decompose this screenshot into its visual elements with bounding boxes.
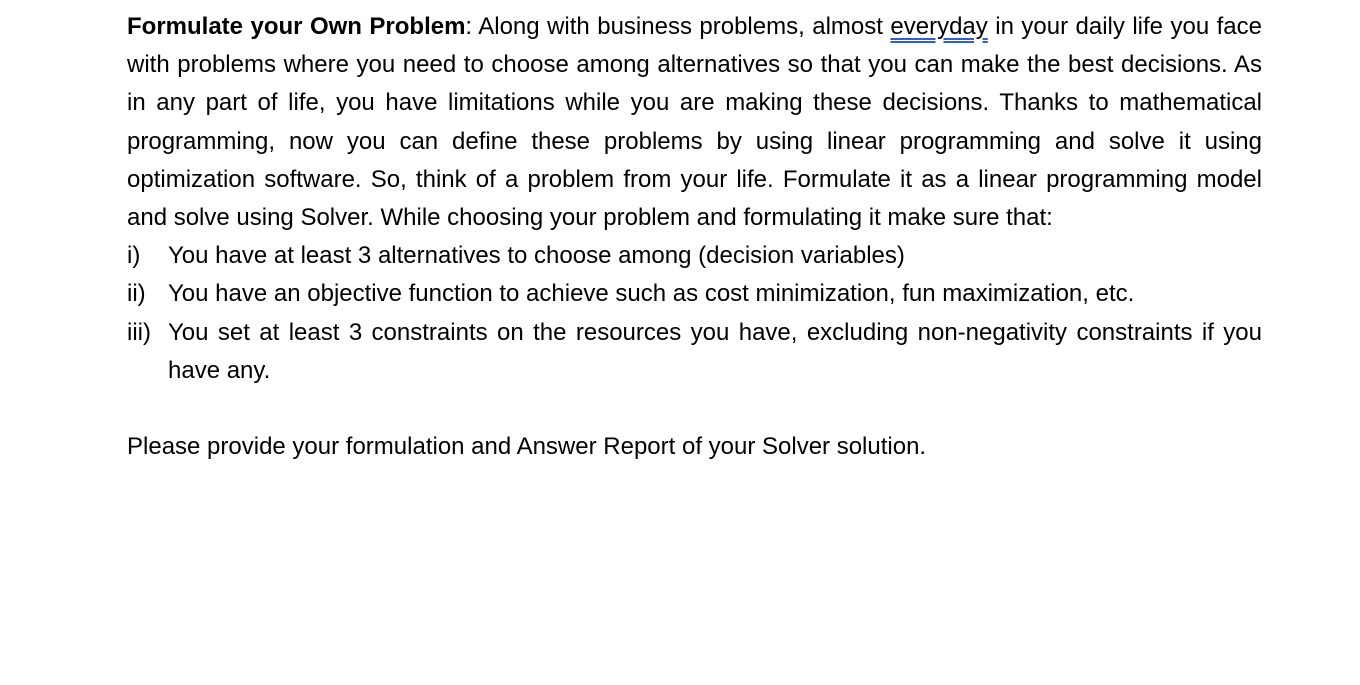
requirements-list — [127, 237, 1262, 390]
list-item-text: You set at least 3 constraints on the resources you have, excluding non-negativity constraints if you have any. — [168, 318, 1262, 384]
list-item — [127, 237, 1262, 275]
problem-heading: Formulate your Own Problem — [127, 13, 466, 40]
list-item-text: You have an objective function to achieve such as cost minimization, fun maximization, etc. — [168, 280, 1135, 308]
closing-paragraph: Please provide your formulation and Answer Report of your Solver solution. — [127, 433, 927, 461]
list-item — [127, 314, 1262, 390]
list-marker: i) — [127, 242, 141, 270]
document-body — [127, 8, 1262, 466]
list-item — [127, 275, 1262, 313]
heading-colon: : — [465, 13, 479, 40]
intro-paragraph — [127, 8, 1262, 237]
list-item-text: You have at least 3 alternatives to choose among (decision variables) — [168, 242, 905, 270]
list-marker: iii) — [127, 318, 151, 346]
blank-line — [127, 390, 1262, 428]
list-marker: ii) — [127, 280, 146, 308]
intro-text-start: Along with business problems, almost — [478, 13, 891, 40]
intro-text-rest: in your daily life you face with problems where you need to choose among alternatives so that you can make the best decisions. As in any part of life, you have limitations while you are making these decisions. Thanks to mathematical programming, now you can define these problems by using linear programming and solve it using optimization software. So, think of a problem from your life. Formulate it as a linear programming model and solve using Solver. While choosing your problem and formulating it make sure that: — [127, 13, 1263, 232]
spellcheck-flagged-word[interactable]: everyday — [890, 13, 988, 40]
